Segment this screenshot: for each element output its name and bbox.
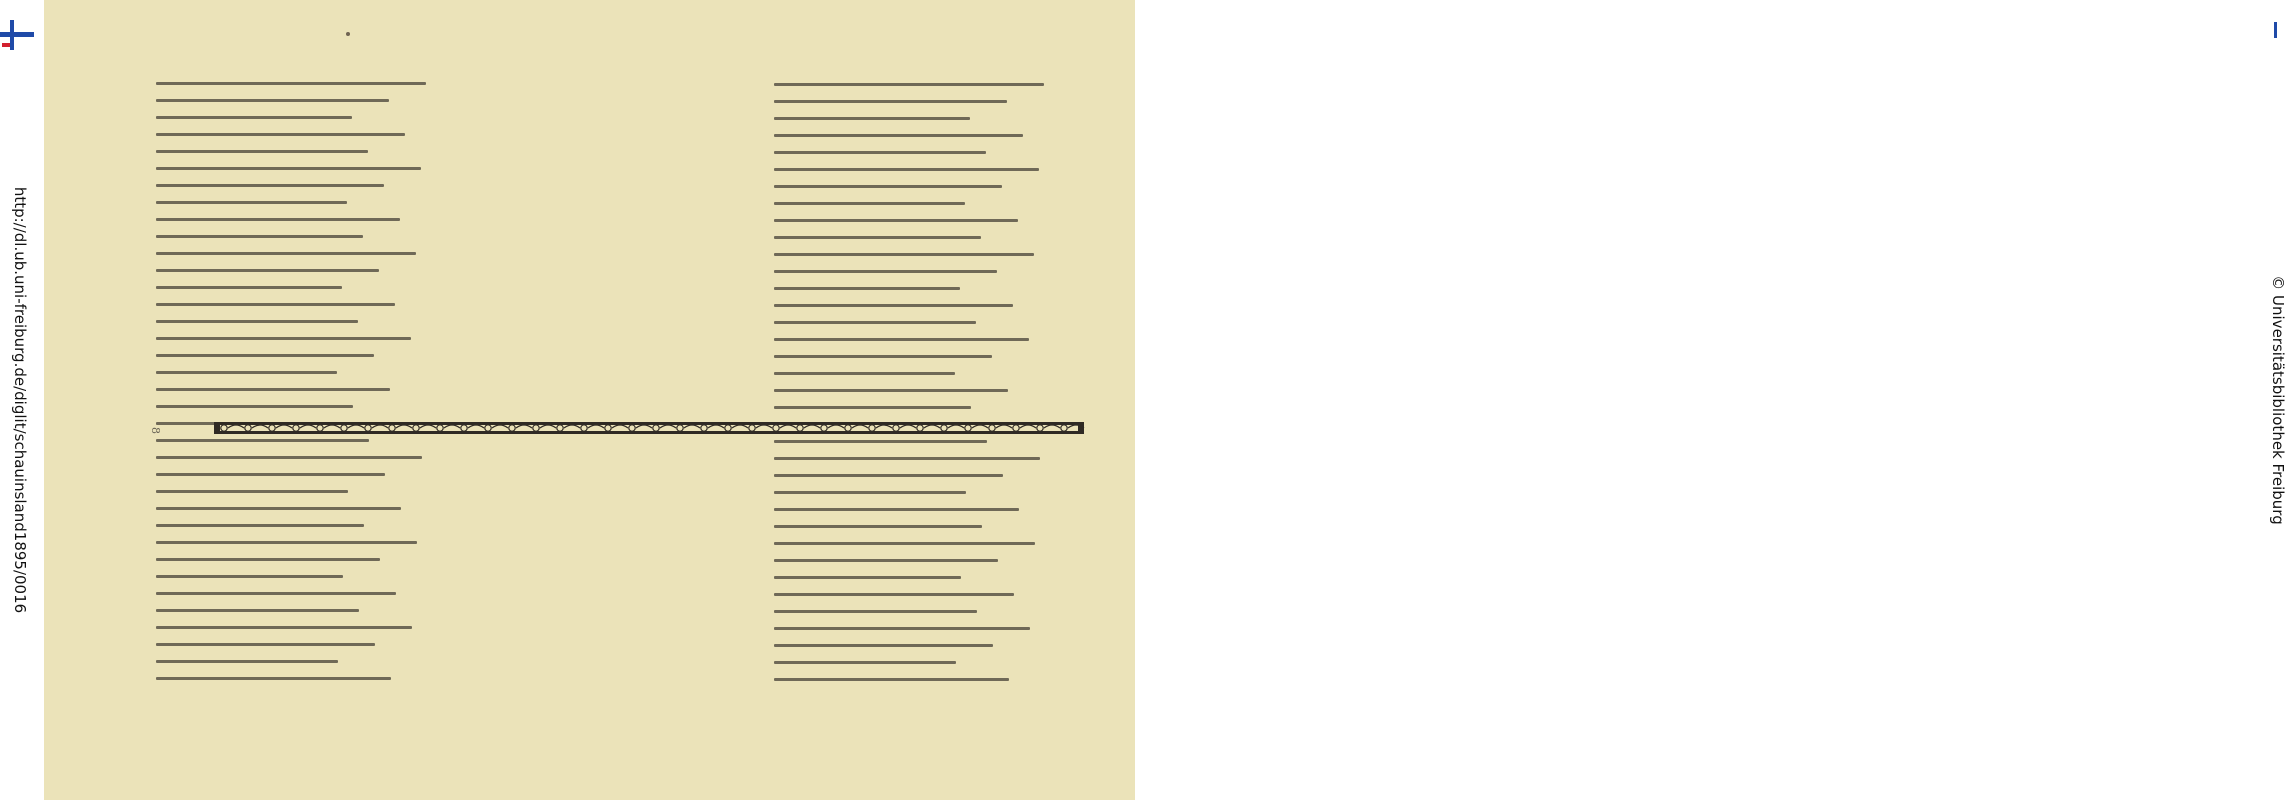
page-speck bbox=[346, 32, 350, 36]
text-line bbox=[156, 252, 416, 255]
text-line bbox=[774, 559, 998, 562]
text-line bbox=[156, 405, 353, 408]
text-line bbox=[774, 440, 987, 443]
text-line bbox=[156, 575, 343, 578]
text-line bbox=[156, 320, 358, 323]
text-line bbox=[774, 117, 970, 120]
text-line bbox=[156, 592, 396, 595]
text-line bbox=[774, 508, 1019, 511]
text-line bbox=[156, 269, 379, 272]
text-line bbox=[156, 507, 401, 510]
text-line bbox=[156, 541, 417, 544]
text-column-left bbox=[156, 82, 426, 702]
text-line bbox=[774, 236, 981, 239]
text-line bbox=[156, 354, 374, 357]
text-line bbox=[156, 82, 426, 85]
text-line bbox=[774, 406, 971, 409]
text-line bbox=[774, 457, 1040, 460]
text-line bbox=[774, 321, 976, 324]
text-line bbox=[156, 643, 375, 646]
text-line bbox=[156, 609, 359, 612]
text-line bbox=[774, 83, 1044, 86]
text-line bbox=[774, 474, 1003, 477]
text-line bbox=[774, 627, 1030, 630]
library-logo-fragment-icon bbox=[2272, 20, 2280, 40]
text-line bbox=[774, 304, 1013, 307]
text-line bbox=[774, 372, 955, 375]
text-line bbox=[774, 151, 986, 154]
text-line bbox=[774, 576, 961, 579]
text-line bbox=[156, 626, 412, 629]
text-line bbox=[156, 133, 405, 136]
right-margin bbox=[1135, 0, 2287, 800]
text-line bbox=[774, 270, 997, 273]
text-line bbox=[156, 388, 390, 391]
text-line bbox=[774, 338, 1029, 341]
text-line bbox=[156, 184, 384, 187]
text-line bbox=[156, 456, 422, 459]
ornamental-divider bbox=[214, 421, 1084, 435]
text-line bbox=[774, 678, 1009, 681]
text-line bbox=[774, 168, 1039, 171]
text-line bbox=[156, 473, 385, 476]
text-line bbox=[156, 167, 421, 170]
text-line bbox=[774, 610, 977, 613]
text-line bbox=[774, 185, 1002, 188]
text-line bbox=[156, 99, 389, 102]
left-margin bbox=[0, 0, 44, 800]
text-line bbox=[774, 661, 956, 664]
text-line bbox=[774, 355, 992, 358]
text-line bbox=[774, 134, 1023, 137]
text-line bbox=[774, 593, 1014, 596]
text-line bbox=[156, 150, 368, 153]
text-line bbox=[156, 337, 411, 340]
text-line bbox=[774, 644, 993, 647]
text-line bbox=[156, 218, 400, 221]
text-line bbox=[156, 558, 380, 561]
text-line bbox=[774, 389, 1008, 392]
text-line bbox=[774, 525, 982, 528]
text-line bbox=[156, 286, 342, 289]
text-line bbox=[774, 542, 1035, 545]
text-line bbox=[156, 439, 369, 442]
text-line bbox=[156, 371, 337, 374]
page-number: 8 bbox=[149, 427, 162, 434]
text-line bbox=[156, 303, 395, 306]
scanned-page bbox=[44, 0, 1135, 800]
text-column-right bbox=[774, 83, 1044, 703]
copyright-notice: © Universitätsbibliothek Freiburg bbox=[2269, 275, 2287, 525]
text-line bbox=[774, 202, 965, 205]
text-line bbox=[774, 287, 960, 290]
text-line bbox=[774, 491, 966, 494]
text-line bbox=[156, 677, 391, 680]
text-line bbox=[156, 116, 352, 119]
text-line bbox=[156, 235, 363, 238]
text-line bbox=[774, 253, 1034, 256]
text-line bbox=[774, 219, 1018, 222]
text-line bbox=[156, 201, 347, 204]
document-url[interactable]: http://dl.ub.uni-freiburg.de/diglit/schauinsland1895/0016 bbox=[11, 186, 29, 614]
text-line bbox=[156, 524, 364, 527]
text-line bbox=[156, 660, 338, 663]
text-line bbox=[156, 490, 348, 493]
text-line bbox=[774, 100, 1007, 103]
library-logo-icon bbox=[0, 20, 34, 50]
